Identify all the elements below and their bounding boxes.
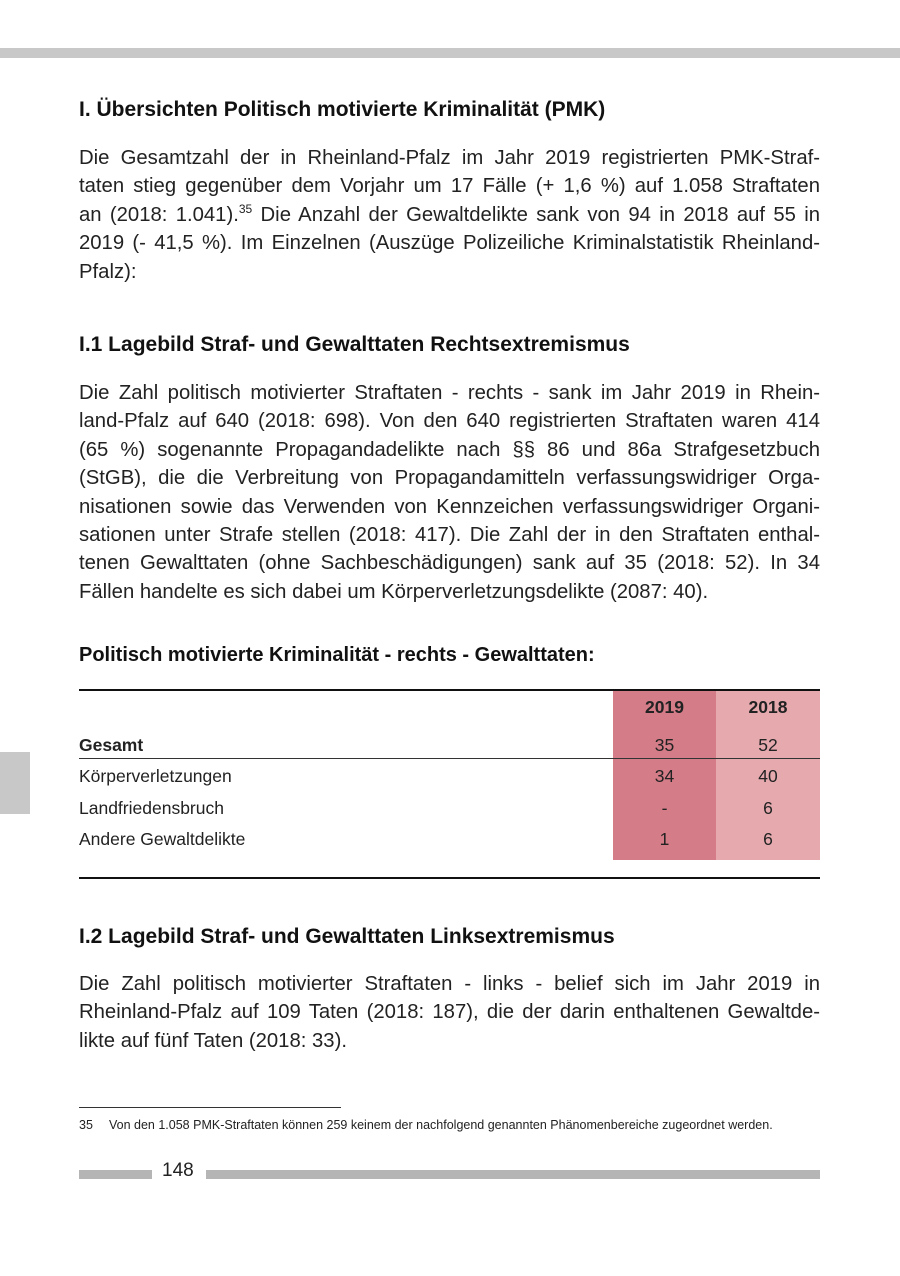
page-number: 148 [162, 1160, 194, 1181]
text-line: likte auf fünf Taten (2018: 33). [79, 1029, 347, 1052]
row-label-andere-gewaltdelikte: Andere Gewaltdelikte [79, 829, 246, 849]
footnote-number: 35 [79, 1118, 93, 1132]
text-line: (65 %) sogenannte Propagandadelikte nach §§ 86 und 86a Strafgesetzbuch [79, 438, 820, 461]
side-tab-marker [0, 752, 30, 814]
cell-landfriedensbruch-2018: 6 [763, 798, 773, 818]
top-rule [0, 48, 900, 58]
section-heading-pmk: I. Übersichten Politisch motivierte Kriminalität (PMK) [79, 98, 606, 121]
text-line: tenen Gewalttaten (ohne Sachbeschädigungen) sank auf 35 (2018: 52). In 34 [79, 552, 820, 575]
text-line: sationen unter Strafe stellen (2018: 417). Die Zahl der in den Straftaten enthal- [79, 524, 820, 547]
row-label-gesamt: Gesamt [79, 735, 144, 755]
text-line: taten stieg gegenüber dem Vorjahr um 17 Fälle (+ 1,6 %) auf 1.058 Straftaten [79, 175, 820, 198]
text-line: Die Zahl politisch motivierter Straftaten - links - belief sich im Jahr 2019 in [79, 973, 820, 995]
paragraph-pmk-overview [79, 144, 820, 286]
cell-koerperverletzungen-2018: 40 [758, 766, 778, 786]
text-line: 2019 (- 41,5 %). Im Einzelnen (Auszüge Polizeiliche Kriminalstatistik Rheinland- [79, 232, 820, 255]
text-line [79, 201, 820, 229]
cell-gesamt-2018: 52 [758, 735, 778, 755]
header-2019: 2019 [645, 697, 684, 717]
paragraph-rechts [79, 379, 820, 606]
section-heading-links: I.2 Lagebild Straf- und Gewalttaten Linksextremismus [79, 925, 615, 948]
table-separator [79, 758, 820, 759]
text-line: (StGB), die die Verbreitung von Propagandamitteln verfassungswidriger Orga- [79, 467, 820, 490]
paragraph-links [79, 970, 820, 1055]
text-line: Die Zahl politisch motivierter Straftaten - rechts - sank im Jahr 2019 in Rhein- [79, 382, 820, 404]
text-line: Pfalz): [79, 260, 137, 283]
text-line: Die Gesamtzahl der in Rheinland-Pfalz im Jahr 2019 registrierten PMK-Straf- [79, 147, 820, 169]
footnote [79, 1118, 773, 1132]
page-bar-right [206, 1170, 820, 1179]
cell-gesamt-2019: 35 [654, 735, 675, 755]
cell-koerperverletzungen-2019: 34 [654, 766, 675, 786]
text-fragment: Die Anzahl der Gewaltdelikte sank von 94 in 2018 auf 55 in [252, 203, 820, 226]
text-fragment: an (2018: 1.041). [79, 203, 239, 226]
footnote-rule [79, 1107, 341, 1108]
footnote-text: Von den 1.058 PMK-Straftaten können 259 keinem der nachfolgend genannten Phänomenbereiche zugeordnet werden. [109, 1118, 773, 1132]
cell-andere-gewaltdelikte-2019: 1 [659, 829, 670, 849]
footnote-ref: 35 [238, 202, 253, 217]
page-bar-left [79, 1170, 152, 1179]
text-line: Fällen handelte es sich dabei um Körperverletzungsdelikte (2087: 40). [79, 580, 709, 603]
text-line: nisationen sowie das Verwenden von Kennzeichen verfassungswidriger Organi- [79, 495, 820, 518]
section-heading-rechts: I.1 Lagebild Straf- und Gewalttaten Rechtsextremismus [79, 333, 630, 356]
text-line: land-Pfalz auf 640 (2018: 698). Von den 640 registrierten Straftaten waren 414 [79, 410, 820, 433]
row-label-landfriedensbruch: Landfriedensbruch [79, 798, 224, 818]
header-2018: 2018 [748, 697, 788, 717]
cell-andere-gewaltdelikte-2018: 6 [763, 829, 773, 849]
text-line: Rheinland-Pfalz auf 109 Taten (2018: 187), die der darin enthaltenen Gewaltde- [79, 1001, 820, 1024]
row-label-koerperverletzungen: Körperverletzungen [79, 766, 232, 786]
table-title: Politisch motivierte Kriminalität - rechts - Gewalttaten: [79, 644, 595, 666]
table-bottom-rule [79, 877, 820, 879]
cell-landfriedensbruch-2019: - [661, 798, 668, 818]
